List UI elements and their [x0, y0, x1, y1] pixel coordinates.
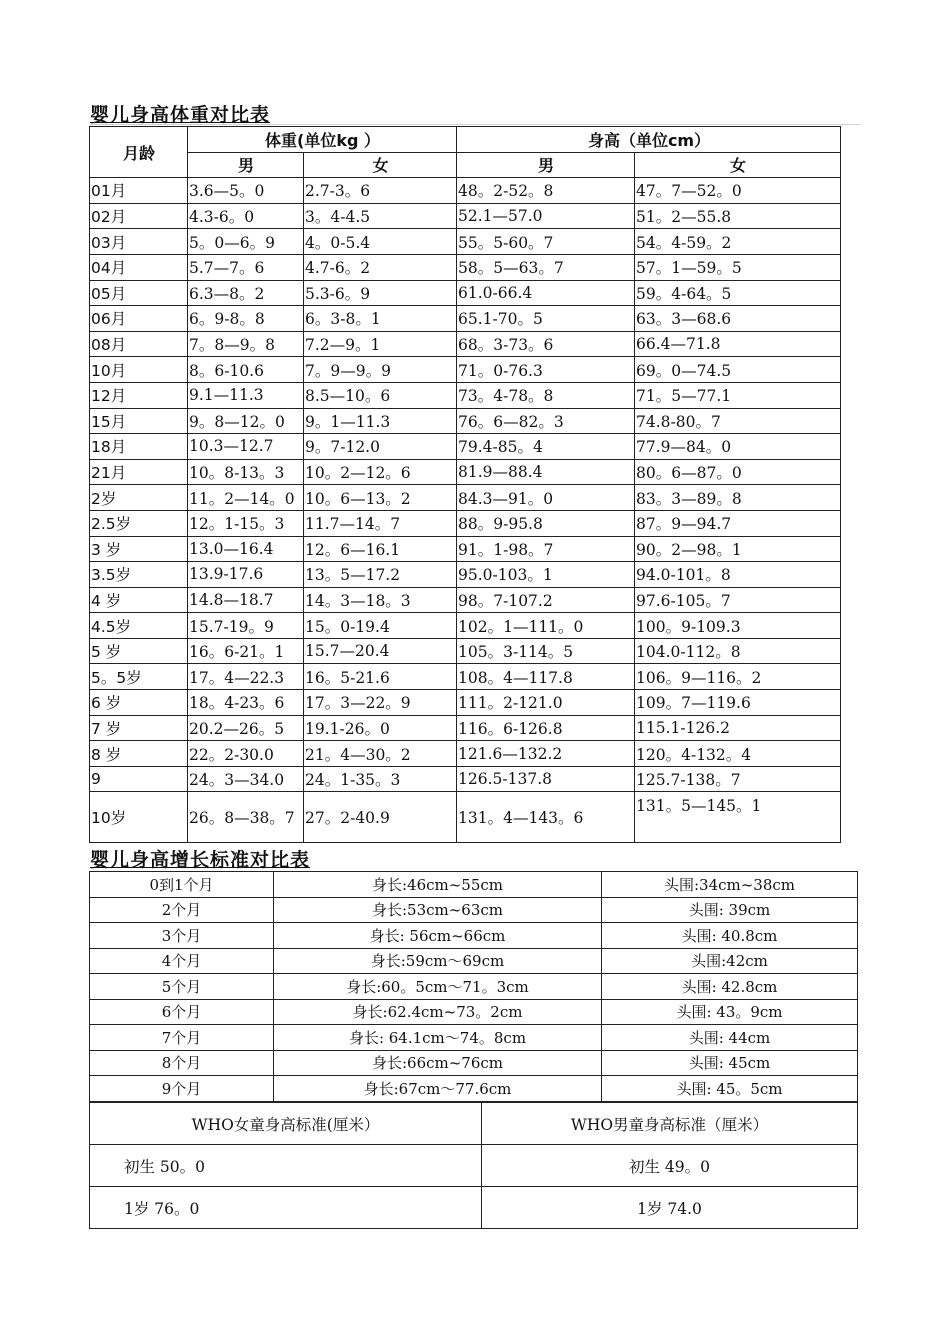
age-cell: 4.5岁 [90, 613, 188, 639]
weight-male-cell: 22。2-30.0 [188, 741, 304, 767]
table-row [90, 999, 858, 1025]
weight-female-cell: 15.7—20.4 [304, 638, 457, 664]
weight-male-cell: 9。8—12。0 [188, 408, 304, 434]
height-male-cell: 105。3-114。5 [457, 638, 635, 664]
height-male-cell: 68。3-73。6 [457, 331, 635, 357]
height-female-cell: 54。4-59。2 [635, 229, 841, 255]
growth-length-cell: 身长:66cm~76cm [274, 1050, 602, 1076]
table-row [90, 229, 841, 255]
title-underline-rule [90, 124, 860, 125]
table-row [90, 1025, 858, 1051]
height-header: 身高（单位cm） [457, 127, 841, 153]
height-female-cell: 125.7-138。7 [635, 766, 841, 792]
height-female-cell: 71。5—77.1 [635, 382, 841, 408]
age-cell: 5。5岁 [90, 664, 188, 690]
height-female-cell: 97.6-105。7 [635, 587, 841, 613]
height-female-cell: 69。0—74.5 [635, 357, 841, 383]
growth-age-cell: 5个月 [90, 974, 274, 1000]
weight-male-cell: 18。4-23。6 [188, 690, 304, 716]
age-header: 月龄 [90, 127, 188, 178]
weight-male-cell: 13.0—16.4 [188, 536, 304, 562]
weight-male-cell: 13.9-17.6 [188, 562, 304, 588]
weight-male-cell: 8。6-10.6 [188, 357, 304, 383]
height-male-cell: 121.6—132.2 [457, 741, 635, 767]
weight-male-cell: 26。8—38。7 [188, 792, 304, 843]
height-female-cell: 47。7—52。0 [635, 178, 841, 204]
height-male-cell: 88。9-95.8 [457, 510, 635, 536]
table-row [90, 510, 841, 536]
weight-female-cell: 6。3-8。1 [304, 306, 457, 332]
weight-male-cell: 3.6—5。0 [188, 178, 304, 204]
weight-male-cell: 11。2—14。0 [188, 485, 304, 511]
weight-female-cell: 15。0-19.4 [304, 613, 457, 639]
growth-age-cell: 6个月 [90, 999, 274, 1025]
height-male-cell: 61.0-66.4 [457, 280, 635, 306]
weight-male-cell: 14.8—18.7 [188, 587, 304, 613]
growth-length-cell: 身长:53cm~63cm [274, 897, 602, 923]
age-cell: 03月 [90, 229, 188, 255]
height-female-cell: 87。9—94.7 [635, 510, 841, 536]
growth-head-cell: 头围: 45。5cm [602, 1076, 858, 1102]
height-female-cell: 100。9-109.3 [635, 613, 841, 639]
weight-female-cell: 10。6—13。2 [304, 485, 457, 511]
age-cell: 5 岁 [90, 638, 188, 664]
growth-head-cell: 头围: 42.8cm [602, 974, 858, 1000]
growth-age-cell: 3个月 [90, 923, 274, 949]
table-row [90, 536, 841, 562]
table-row [90, 1076, 858, 1102]
weight-female-cell: 5.3-6。9 [304, 280, 457, 306]
growth-length-cell: 身长:67cm～77.6cm [274, 1076, 602, 1102]
age-cell: 7 岁 [90, 715, 188, 741]
weight-female-cell: 13。5—17.2 [304, 562, 457, 588]
height-female-cell: 74.8-80。7 [635, 408, 841, 434]
height-male-cell: 58。5—63。7 [457, 254, 635, 280]
page-title: 婴儿身高体重对比表 [90, 104, 271, 126]
weight-female-header: 女 [304, 152, 457, 178]
weight-female-cell: 4.7-6。2 [304, 254, 457, 280]
weight-male-cell: 6。9-8。8 [188, 306, 304, 332]
table-row [90, 690, 841, 716]
weight-female-cell: 10。2—12。6 [304, 459, 457, 485]
weight-female-cell: 8.5—10。6 [304, 382, 457, 408]
height-female-cell: 77.9—84。0 [635, 434, 841, 460]
weight-male-cell: 20.2—26。5 [188, 715, 304, 741]
age-cell: 18月 [90, 434, 188, 460]
height-male-cell: 126.5-137.8 [457, 766, 635, 792]
age-cell: 4 岁 [90, 587, 188, 613]
growth-age-cell: 7个月 [90, 1025, 274, 1051]
growth-age-cell: 0到1个月 [90, 872, 274, 898]
table-row [90, 382, 841, 408]
table-row [90, 897, 858, 923]
weight-female-cell: 9。7-12.0 [304, 434, 457, 460]
weight-male-cell: 12。1-15。3 [188, 510, 304, 536]
height-weight-table [89, 126, 841, 843]
age-cell: 05月 [90, 280, 188, 306]
weight-female-cell: 16。5-21.6 [304, 664, 457, 690]
height-female-cell: 120。4-132。4 [635, 741, 841, 767]
growth-head-cell: 头围: 44cm [602, 1025, 858, 1051]
table-row [90, 357, 841, 383]
height-female-cell: 94.0-101。8 [635, 562, 841, 588]
table-row [90, 715, 841, 741]
height-male-cell: 48。2-52。8 [457, 178, 635, 204]
weight-female-cell: 7。9—9。9 [304, 357, 457, 383]
height-male-cell: 65.1-70。5 [457, 306, 635, 332]
weight-male-cell: 15.7-19。9 [188, 613, 304, 639]
weight-male-header: 男 [188, 152, 304, 178]
table-row [90, 741, 841, 767]
table-row [90, 280, 841, 306]
growth-age-cell: 9个月 [90, 1076, 274, 1102]
age-cell: 04月 [90, 254, 188, 280]
growth-length-cell: 身长:60。5cm～71。3cm [274, 974, 602, 1000]
age-cell: 21月 [90, 459, 188, 485]
weight-female-cell: 9。1—11.3 [304, 408, 457, 434]
weight-female-cell: 4。0-5.4 [304, 229, 457, 255]
table-row [90, 331, 841, 357]
height-male-cell: 108。4—117.8 [457, 664, 635, 690]
age-cell: 2岁 [90, 485, 188, 511]
growth-table-title: 婴儿身高增长标准对比表 [90, 849, 311, 871]
weight-female-cell: 17。3—22。9 [304, 690, 457, 716]
table-row [90, 434, 841, 460]
growth-head-cell: 头围: 45cm [602, 1050, 858, 1076]
weight-male-cell: 10.3—12.7 [188, 434, 304, 460]
table-row [90, 254, 841, 280]
table-row [90, 792, 841, 843]
growth-head-cell: 头围:34cm~38cm [602, 872, 858, 898]
table-row [90, 485, 841, 511]
growth-head-cell: 头围: 39cm [602, 897, 858, 923]
growth-head-cell: 头围: 43。9cm [602, 999, 858, 1025]
age-cell: 08月 [90, 331, 188, 357]
height-male-cell: 71。0-76.3 [457, 357, 635, 383]
growth-length-cell: 身长: 64.1cm～74。8cm [274, 1025, 602, 1051]
age-cell: 10岁 [90, 792, 188, 843]
growth-length-cell: 身长:46cm~55cm [274, 872, 602, 898]
height-female-cell: 57。1—59。5 [635, 254, 841, 280]
weight-male-cell: 17。4—22.3 [188, 664, 304, 690]
age-cell: 2.5岁 [90, 510, 188, 536]
height-male-cell: 131。4—143。6 [457, 792, 635, 843]
height-male-cell: 91。1-98。7 [457, 536, 635, 562]
table-row [90, 974, 858, 1000]
table-row [90, 306, 841, 332]
age-cell: 12月 [90, 382, 188, 408]
growth-head-cell: 头围: 40.8cm [602, 923, 858, 949]
age-cell: 6 岁 [90, 690, 188, 716]
who-girl-header: WHO女童身高标准(厘米） [90, 1103, 482, 1145]
who-girl-birth: 初生 50。0 [90, 1145, 482, 1187]
age-cell: 15月 [90, 408, 188, 434]
growth-length-cell: 身长:59cm～69cm [274, 948, 602, 974]
age-cell: 02月 [90, 203, 188, 229]
height-female-cell: 80。6—87。0 [635, 459, 841, 485]
who-standard-table [89, 1102, 858, 1229]
table-row [90, 178, 841, 204]
table-row [90, 766, 841, 792]
who-boy-header: WHO男童身高标准（厘米） [482, 1103, 858, 1145]
age-cell: 10月 [90, 357, 188, 383]
weight-female-cell: 21。4—30。2 [304, 741, 457, 767]
table-row [90, 948, 858, 974]
height-male-cell: 84.3—91。0 [457, 485, 635, 511]
growth-age-cell: 4个月 [90, 948, 274, 974]
height-male-cell: 81.9—88.4 [457, 459, 635, 485]
age-cell: 9 [90, 766, 188, 792]
age-cell: 3.5岁 [90, 562, 188, 588]
table-row [90, 872, 858, 898]
weight-female-cell: 27。2-40.9 [304, 792, 457, 843]
height-male-cell: 111。2-121.0 [457, 690, 635, 716]
height-female-cell: 63。3—68.6 [635, 306, 841, 332]
height-male-cell: 95.0-103。1 [457, 562, 635, 588]
growth-length-cell: 身长: 56cm~66cm [274, 923, 602, 949]
height-male-cell: 52.1—57.0 [457, 203, 635, 229]
weight-male-cell: 9.1—11.3 [188, 382, 304, 408]
table-row [90, 459, 841, 485]
height-male-cell: 98。7-107.2 [457, 587, 635, 613]
weight-male-cell: 7。8—9。8 [188, 331, 304, 357]
weight-female-cell: 11.7—14。7 [304, 510, 457, 536]
weight-male-cell: 5.7—7。6 [188, 254, 304, 280]
table-row [90, 1050, 858, 1076]
table-row [90, 408, 841, 434]
age-cell: 3 岁 [90, 536, 188, 562]
growth-standard-table [89, 871, 858, 1102]
weight-male-cell: 4.3-6。0 [188, 203, 304, 229]
height-female-cell: 115.1-126.2 [635, 715, 841, 741]
weight-female-cell: 19.1-26。0 [304, 715, 457, 741]
height-female-cell: 104.0-112。8 [635, 638, 841, 664]
height-male-cell: 116。6-126.8 [457, 715, 635, 741]
weight-female-cell: 3。4-4.5 [304, 203, 457, 229]
weight-female-cell: 7.2—9。1 [304, 331, 457, 357]
weight-male-cell: 10。8-13。3 [188, 459, 304, 485]
table-row [90, 638, 841, 664]
age-cell: 01月 [90, 178, 188, 204]
weight-female-cell: 14。3—18。3 [304, 587, 457, 613]
weight-header: 体重(单位kg ） [188, 127, 457, 153]
height-male-cell: 55。5-60。7 [457, 229, 635, 255]
growth-age-cell: 8个月 [90, 1050, 274, 1076]
height-female-cell: 51。2—55.8 [635, 203, 841, 229]
growth-head-cell: 头围:42cm [602, 948, 858, 974]
table-row [90, 923, 858, 949]
height-female-cell: 109。7—119.6 [635, 690, 841, 716]
table-row [90, 664, 841, 690]
weight-male-cell: 5。0—6。9 [188, 229, 304, 255]
table-row [90, 562, 841, 588]
growth-length-cell: 身长:62.4cm~73。2cm [274, 999, 602, 1025]
weight-male-cell: 16。6-21。1 [188, 638, 304, 664]
weight-female-cell: 24。1-35。3 [304, 766, 457, 792]
height-female-cell: 106。9—116。2 [635, 664, 841, 690]
height-male-cell: 76。6—82。3 [457, 408, 635, 434]
weight-male-cell: 24。3—34.0 [188, 766, 304, 792]
height-female-cell: 83。3—89。8 [635, 485, 841, 511]
height-male-cell: 79.4-85。4 [457, 434, 635, 460]
table-row [90, 613, 841, 639]
height-female-cell: 59。4-64。5 [635, 280, 841, 306]
table-row [90, 203, 841, 229]
height-female-cell: 66.4—71.8 [635, 331, 841, 357]
height-female-cell: 90。2—98。1 [635, 536, 841, 562]
who-girl-1y: 1岁 76。0 [90, 1187, 482, 1229]
age-cell: 06月 [90, 306, 188, 332]
height-female-cell: 131。5—145。1 [635, 792, 841, 843]
height-male-header: 男 [457, 152, 635, 178]
height-female-header: 女 [635, 152, 841, 178]
height-male-cell: 73。4-78。8 [457, 382, 635, 408]
weight-female-cell: 2.7-3。6 [304, 178, 457, 204]
weight-female-cell: 12。6—16.1 [304, 536, 457, 562]
height-male-cell: 102。1—111。0 [457, 613, 635, 639]
table-row [90, 587, 841, 613]
who-boy-1y: 1岁 74.0 [482, 1187, 858, 1229]
who-boy-birth: 初生 49。0 [482, 1145, 858, 1187]
weight-male-cell: 6.3—8。2 [188, 280, 304, 306]
age-cell: 8 岁 [90, 741, 188, 767]
growth-age-cell: 2个月 [90, 897, 274, 923]
